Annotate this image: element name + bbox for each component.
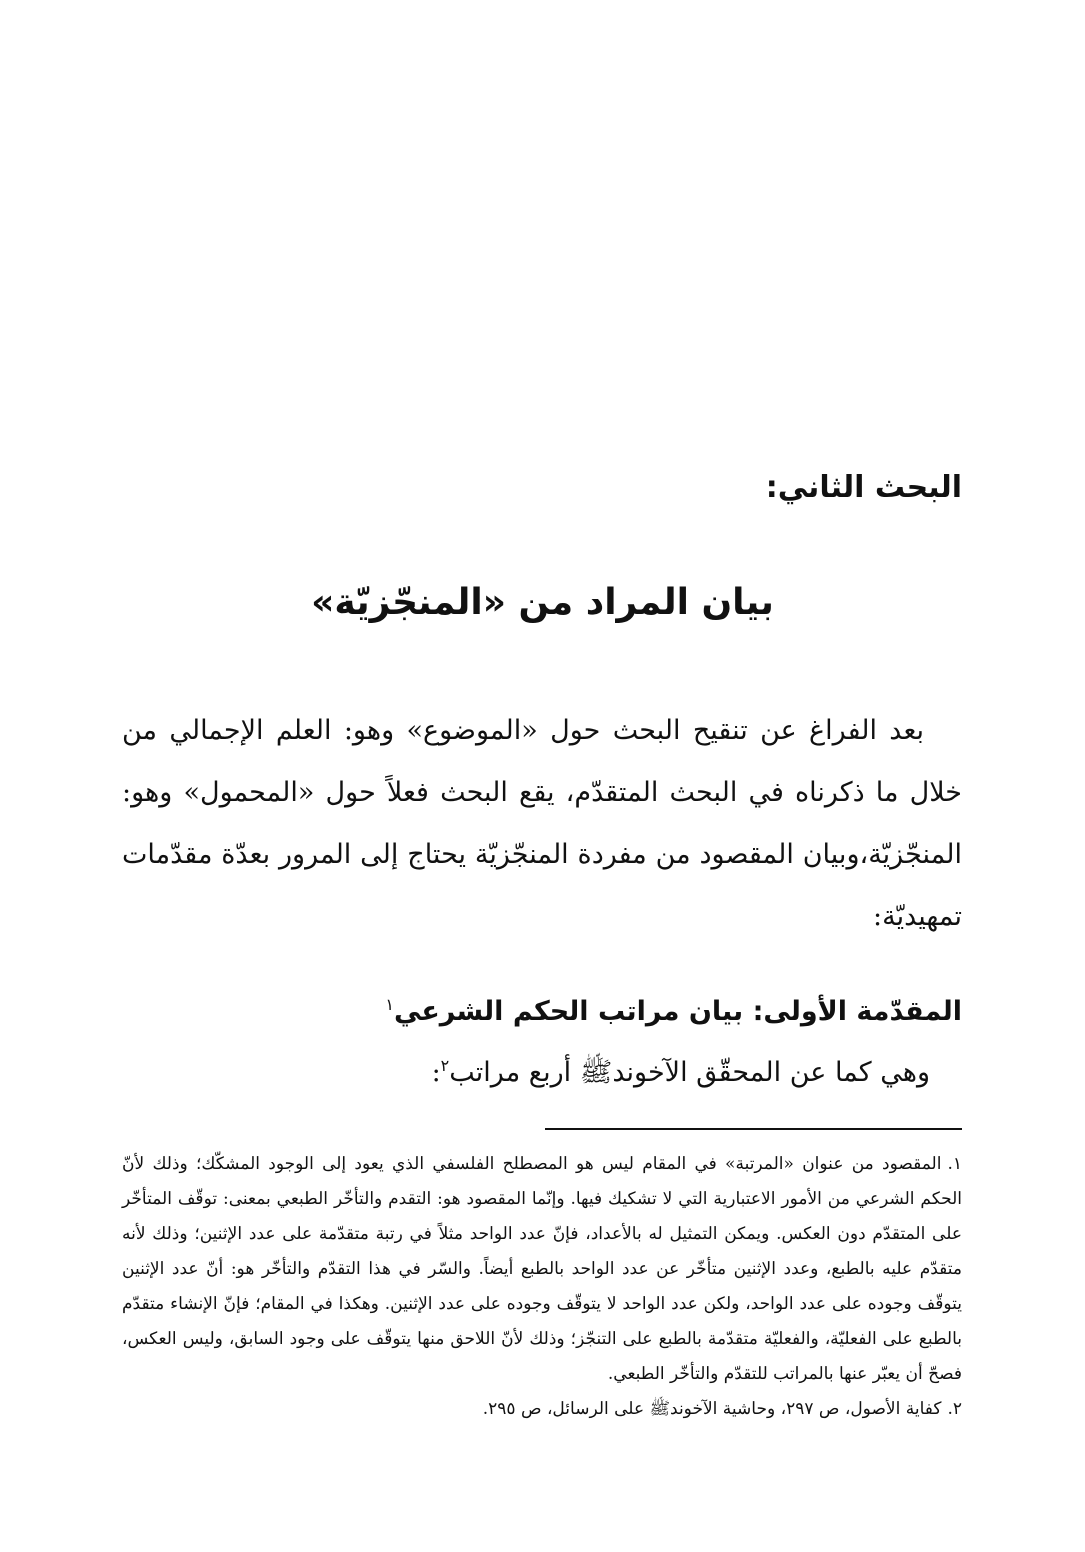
premise-heading (385, 995, 962, 1027)
section-label: البحث الثاني: (765, 470, 962, 505)
premise-text-body: وهي كما عن المحقّق الآخوندﷺ أربع مراتب (449, 1057, 930, 1088)
premise-text-end: : (431, 1057, 441, 1088)
intro-paragraph: بعد الفراغ عن تنقيح البحث حول «الموضوع» وهو: العلم الإجمالي من خلال ما ذكرناه في البحث المتقدّم، يقع البحث فعلاً حول «المحمول» وهو: المنجّزيّة،وبيان المقصود من مفردة المنجّزيّة يحتاج إلى المرور بعدّة مقدّمات تمهيديّة: (122, 715, 963, 932)
footnote-number: ١. (947, 1154, 962, 1174)
page-title: بيان المراد من «المنجّزيّة» (311, 582, 774, 623)
footnote-1 (122, 1147, 962, 1392)
intro-paragraph-block (122, 700, 962, 948)
footnotes-section (122, 1147, 962, 1427)
premise-text (432, 1055, 930, 1095)
footnote-text: كفاية الأصول، ص ٢٩٧، وحاشية الآخوندﷺ على الرسائل، ص ٢٩٥. (482, 1399, 942, 1419)
footnote-ref-2[interactable]: ٢ (440, 1056, 450, 1075)
footnote-number: ٢. (947, 1399, 962, 1419)
footnote-text: المقصود من عنوان «المرتبة» في المقام ليس هو المصطلح الفلسفي الذي يعود إلى الوجود المشكّك؛ وذلك لأنّ الحكم الشرعي من الأمور الاعتبارية التي لا تشكيك فيها. وإنّما المقصود هو: التقدم والتأخّر الطبعي بمعنى: توقّف المتأخّر على المتقدّم دون العكس. ويمكن التمثيل له بالأعداد، فإنّ عدد الواحد مثلاً في رتبة متقدّمة على عدد الإثنين؛ وذلك لأنه متقدّم عليه بالطبع، وعدد الإثنين متأخّر عن عدد الواحد بالطبع أيضاً. والسّر في هذا التقدّم والتأخّر هو: أنّ عدد الإثنين يتوقّف وجوده على عدد الواحد، ولكن عدد الواحد لا يتوقّف وجوده على عدد الإثنين. وهكذا في المقام؛ فإنّ الإنشاء متقدّم بالطبع على الفعليّة، والفعليّة متقدّمة بالطبع على التنجّز؛ وذلك لأنّ اللاحق منها يتوقّف على وجود السابق، وليس العكس، فصحّ أن يعبّر عنها بالمراتب للتقدّم والتأخّر الطبعي. (122, 1154, 962, 1384)
premise-heading-text: المقدّمة الأولى: بيان مراتب الحكم الشرعي (394, 996, 962, 1027)
footnote-divider (545, 1128, 962, 1130)
footnote-ref-1[interactable]: ١ (385, 995, 394, 1014)
footnote-2 (122, 1392, 962, 1427)
